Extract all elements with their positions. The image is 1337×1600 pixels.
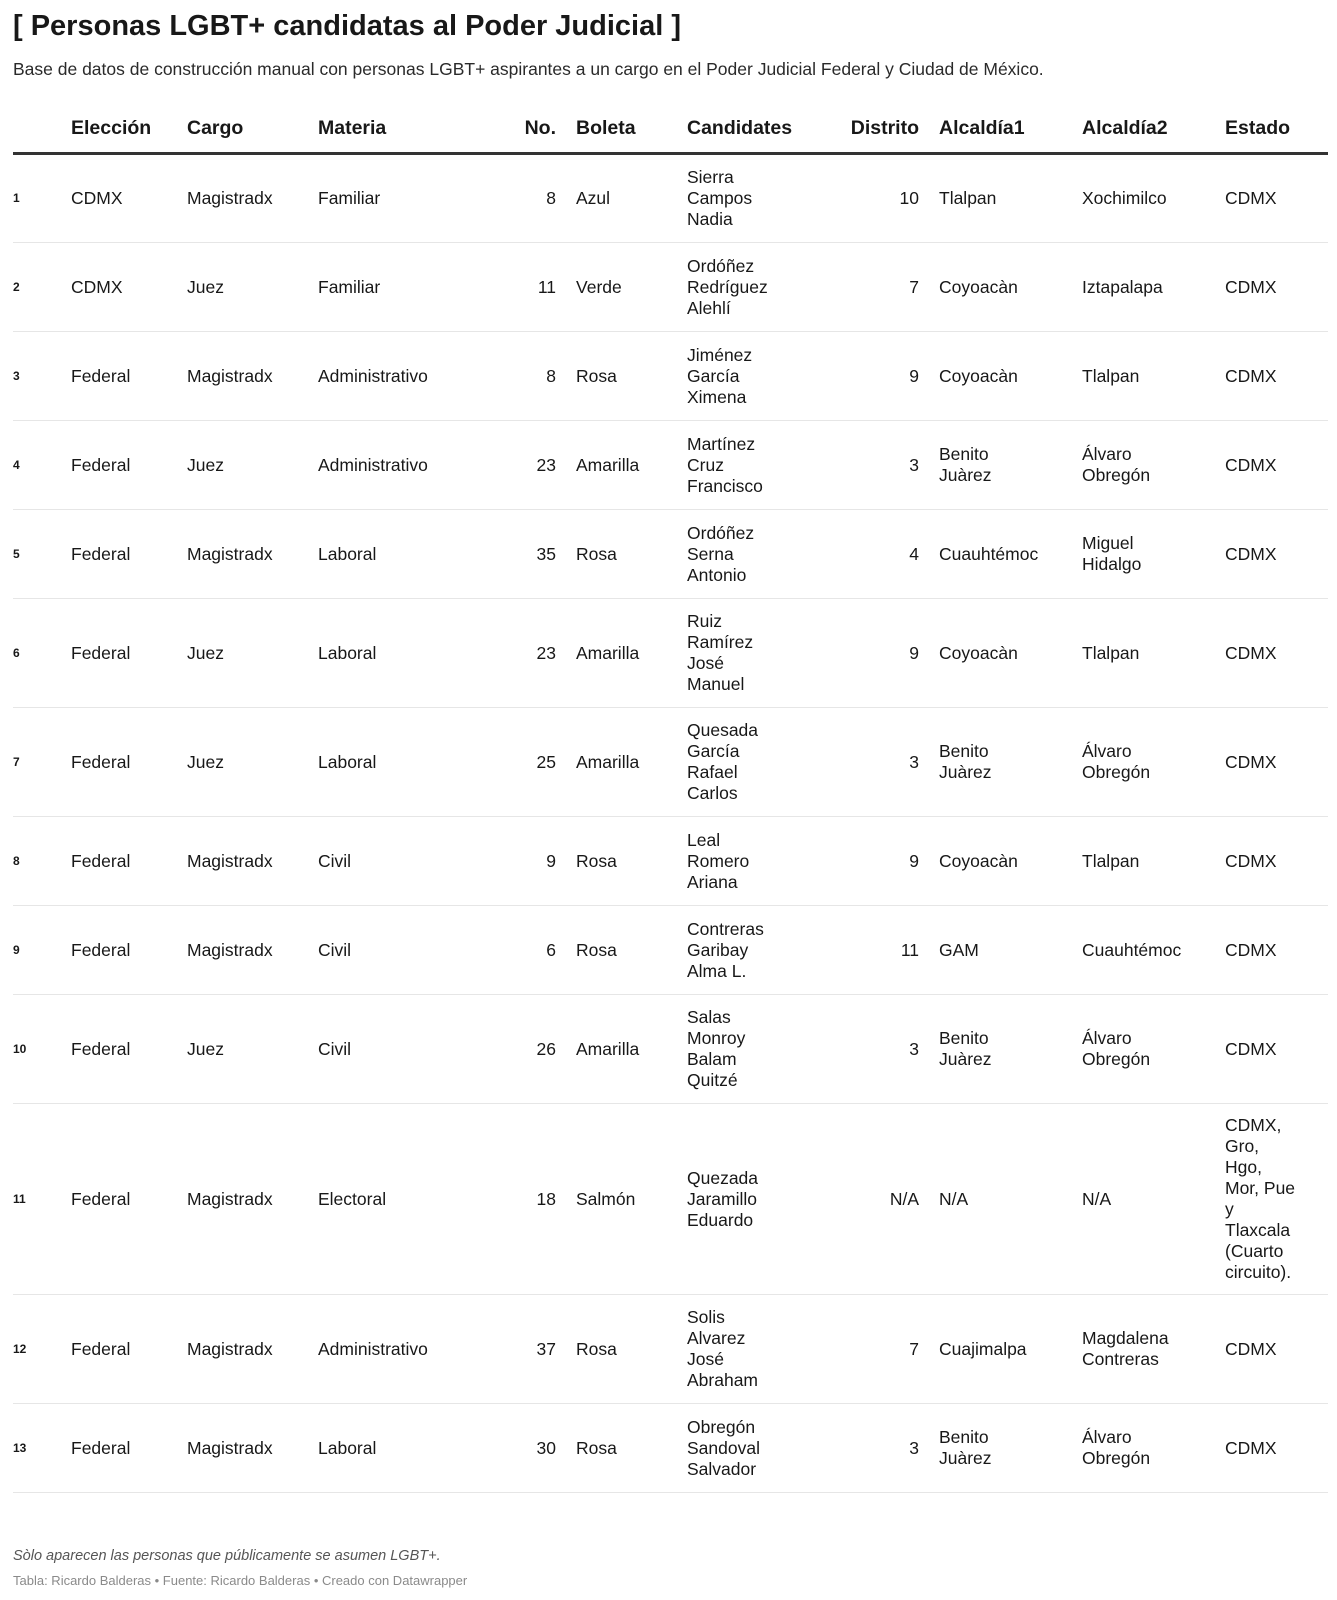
table-footer: Tabla: Ricardo Balderas • Fuente: Ricardo Balderas • Creado con Datawrapper — [13, 1573, 468, 1588]
column-header-estado[interactable]: Estado — [1225, 104, 1328, 154]
cell-candidates: Ordóñez Redríguez Alehlí — [687, 243, 817, 332]
cell-estado: CDMX — [1225, 1295, 1328, 1404]
cell-alcaldia2: N/A — [1082, 1104, 1225, 1295]
cell-boleta: Verde — [576, 243, 687, 332]
cell-estado: CDMX — [1225, 243, 1328, 332]
cell-alcaldia1: Coyoacàn — [939, 243, 1082, 332]
cell-cargo: Juez — [187, 995, 318, 1104]
cell-distrito: 11 — [817, 906, 939, 995]
cell-alcaldia1: GAM — [939, 906, 1082, 995]
cell-materia: Administrativo — [318, 1295, 468, 1404]
cell-no: 18 — [468, 1104, 576, 1295]
cell-alcaldia1: Benito Juàrez — [939, 995, 1082, 1104]
cell-boleta: Amarilla — [576, 421, 687, 510]
cell-estado: CDMX — [1225, 708, 1328, 817]
cell-alcaldia2: Tlalpan — [1082, 599, 1225, 708]
cell-candidates: Quezada Jaramillo Eduardo — [687, 1104, 817, 1295]
row-index: 10 — [13, 995, 71, 1104]
row-index: 8 — [13, 817, 71, 906]
table-row — [13, 332, 1328, 421]
row-index: 6 — [13, 599, 71, 708]
cell-distrito: 9 — [817, 817, 939, 906]
cell-estado: CDMX — [1225, 1404, 1328, 1493]
cell-distrito: 9 — [817, 599, 939, 708]
cell-alcaldia2: Álvaro Obregón — [1082, 1404, 1225, 1493]
cell-materia: Administrativo — [318, 332, 468, 421]
cell-distrito: 4 — [817, 510, 939, 599]
cell-no: 23 — [468, 421, 576, 510]
row-index: 9 — [13, 906, 71, 995]
table-row — [13, 1104, 1328, 1295]
cell-no: 8 — [468, 154, 576, 243]
table-row — [13, 243, 1328, 332]
cell-materia: Civil — [318, 906, 468, 995]
cell-alcaldia2: Tlalpan — [1082, 332, 1225, 421]
cell-boleta: Rosa — [576, 1404, 687, 1493]
cell-materia: Laboral — [318, 510, 468, 599]
cell-eleccion: Federal — [71, 510, 187, 599]
row-index: 12 — [13, 1295, 71, 1404]
table-row — [13, 421, 1328, 510]
row-index: 13 — [13, 1404, 71, 1493]
cell-boleta: Rosa — [576, 332, 687, 421]
cell-candidates: Martínez Cruz Francisco — [687, 421, 817, 510]
cell-cargo: Magistradx — [187, 510, 318, 599]
cell-eleccion: Federal — [71, 421, 187, 510]
cell-distrito: 10 — [817, 154, 939, 243]
cell-candidates: Ruiz Ramírez José Manuel — [687, 599, 817, 708]
cell-eleccion: Federal — [71, 1295, 187, 1404]
cell-eleccion: Federal — [71, 1404, 187, 1493]
cell-materia: Familiar — [318, 154, 468, 243]
cell-alcaldia1: Tlalpan — [939, 154, 1082, 243]
table-row — [13, 510, 1328, 599]
table-subtitle: Base de datos de construcción manual con personas LGBT+ aspirantes a un cargo en el Poder Judicial Federal y Ciudad de México. — [13, 59, 1044, 79]
cell-alcaldia2: Tlalpan — [1082, 817, 1225, 906]
cell-estado: CDMX — [1225, 599, 1328, 708]
cell-candidates: Jiménez García Ximena — [687, 332, 817, 421]
cell-materia: Administrativo — [318, 421, 468, 510]
cell-distrito: 3 — [817, 995, 939, 1104]
cell-cargo: Juez — [187, 421, 318, 510]
cell-no: 9 — [468, 817, 576, 906]
cell-no: 30 — [468, 1404, 576, 1493]
cell-candidates: Solis Alvarez José Abraham — [687, 1295, 817, 1404]
cell-no: 26 — [468, 995, 576, 1104]
cell-materia: Familiar — [318, 243, 468, 332]
cell-eleccion: CDMX — [71, 154, 187, 243]
cell-no: 6 — [468, 906, 576, 995]
cell-boleta: Rosa — [576, 817, 687, 906]
cell-estado: CDMX — [1225, 906, 1328, 995]
column-header-distrito[interactable]: Distrito — [817, 104, 939, 154]
cell-materia: Laboral — [318, 708, 468, 817]
cell-cargo: Magistradx — [187, 817, 318, 906]
row-index: 11 — [13, 1104, 71, 1295]
cell-cargo: Magistradx — [187, 1104, 318, 1295]
cell-eleccion: Federal — [71, 817, 187, 906]
cell-alcaldia1: Cuajimalpa — [939, 1295, 1082, 1404]
cell-cargo: Juez — [187, 599, 318, 708]
cell-alcaldia2: Álvaro Obregón — [1082, 708, 1225, 817]
cell-no: 25 — [468, 708, 576, 817]
cell-boleta: Rosa — [576, 906, 687, 995]
cell-boleta: Rosa — [576, 1295, 687, 1404]
cell-distrito: 9 — [817, 332, 939, 421]
table-row — [13, 708, 1328, 817]
cell-estado: CDMX, Gro, Hgo, Mor, Pue y Tlaxcala (Cuarto circuito). — [1225, 1104, 1328, 1295]
row-index: 3 — [13, 332, 71, 421]
cell-candidates: Sierra Campos Nadia — [687, 154, 817, 243]
cell-materia: Civil — [318, 995, 468, 1104]
cell-cargo: Magistradx — [187, 1404, 318, 1493]
cell-materia: Electoral — [318, 1104, 468, 1295]
table-row — [13, 1404, 1328, 1493]
table-row — [13, 817, 1328, 906]
cell-alcaldia2: Magdalena Contreras — [1082, 1295, 1225, 1404]
table-header-row — [13, 104, 1328, 154]
cell-eleccion: Federal — [71, 332, 187, 421]
column-header-candidates[interactable]: Candidates — [687, 104, 817, 154]
cell-boleta: Rosa — [576, 510, 687, 599]
row-index: 5 — [13, 510, 71, 599]
cell-eleccion: Federal — [71, 1104, 187, 1295]
table-title: [ Personas LGBT+ candidatas al Poder Judicial ] — [13, 10, 682, 42]
cell-estado: CDMX — [1225, 332, 1328, 421]
cell-alcaldia1: Cuauhtémoc — [939, 510, 1082, 599]
column-header-materia[interactable]: Materia — [318, 104, 468, 154]
cell-candidates: Leal Romero Ariana — [687, 817, 817, 906]
cell-candidates: Obregón Sandoval Salvador — [687, 1404, 817, 1493]
cell-boleta: Azul — [576, 154, 687, 243]
table-body — [13, 154, 1328, 1493]
cell-no: 11 — [468, 243, 576, 332]
cell-materia: Civil — [318, 817, 468, 906]
table-row — [13, 154, 1328, 243]
cell-alcaldia1: Benito Juàrez — [939, 421, 1082, 510]
column-header-cargo[interactable]: Cargo — [187, 104, 318, 154]
cell-distrito: N/A — [817, 1104, 939, 1295]
cell-boleta: Amarilla — [576, 995, 687, 1104]
cell-candidates: Salas Monroy Balam Quitzé — [687, 995, 817, 1104]
cell-distrito: 3 — [817, 708, 939, 817]
cell-cargo: Magistradx — [187, 906, 318, 995]
cell-no: 23 — [468, 599, 576, 708]
row-index: 7 — [13, 708, 71, 817]
cell-alcaldia2: Miguel Hidalgo — [1082, 510, 1225, 599]
table-row — [13, 1295, 1328, 1404]
cell-cargo: Magistradx — [187, 154, 318, 243]
column-header-alcaldia2[interactable]: Alcaldía2 — [1082, 104, 1225, 154]
cell-alcaldia2: Cuauhtémoc — [1082, 906, 1225, 995]
cell-eleccion: Federal — [71, 995, 187, 1104]
cell-distrito: 3 — [817, 1404, 939, 1493]
cell-candidates: Ordóñez Serna Antonio — [687, 510, 817, 599]
cell-boleta: Amarilla — [576, 599, 687, 708]
table-row — [13, 995, 1328, 1104]
cell-materia: Laboral — [318, 1404, 468, 1493]
cell-alcaldia1: Benito Juàrez — [939, 708, 1082, 817]
cell-alcaldia1: Coyoacàn — [939, 332, 1082, 421]
cell-cargo: Magistradx — [187, 332, 318, 421]
cell-materia: Laboral — [318, 599, 468, 708]
cell-eleccion: Federal — [71, 599, 187, 708]
cell-candidates: Quesada García Rafael Carlos — [687, 708, 817, 817]
cell-boleta: Amarilla — [576, 708, 687, 817]
cell-estado: CDMX — [1225, 995, 1328, 1104]
cell-estado: CDMX — [1225, 817, 1328, 906]
cell-cargo: Juez — [187, 708, 318, 817]
row-index: 4 — [13, 421, 71, 510]
cell-alcaldia2: Álvaro Obregón — [1082, 995, 1225, 1104]
cell-estado: CDMX — [1225, 421, 1328, 510]
cell-alcaldia2: Iztapalapa — [1082, 243, 1225, 332]
table-row — [13, 906, 1328, 995]
candidates-table — [13, 104, 1328, 1493]
cell-distrito: 7 — [817, 1295, 939, 1404]
cell-boleta: Salmón — [576, 1104, 687, 1295]
cell-cargo: Juez — [187, 243, 318, 332]
column-header-boleta[interactable]: Boleta — [576, 104, 687, 154]
table-row — [13, 599, 1328, 708]
column-header-eleccion[interactable]: Elección — [71, 104, 187, 154]
cell-no: 35 — [468, 510, 576, 599]
column-header-index[interactable] — [13, 104, 71, 154]
cell-candidates: Contreras Garibay Alma L. — [687, 906, 817, 995]
column-header-alcaldia1[interactable]: Alcaldía1 — [939, 104, 1082, 154]
cell-distrito: 7 — [817, 243, 939, 332]
row-index: 1 — [13, 154, 71, 243]
cell-alcaldia2: Álvaro Obregón — [1082, 421, 1225, 510]
row-index: 2 — [13, 243, 71, 332]
cell-alcaldia1: Coyoacàn — [939, 599, 1082, 708]
cell-alcaldia1: Coyoacàn — [939, 817, 1082, 906]
cell-cargo: Magistradx — [187, 1295, 318, 1404]
cell-estado: CDMX — [1225, 154, 1328, 243]
table-note: Sòlo aparecen las personas que públicamente se asumen LGBT+. — [13, 1548, 441, 1564]
cell-no: 8 — [468, 332, 576, 421]
cell-estado: CDMX — [1225, 510, 1328, 599]
cell-eleccion: Federal — [71, 906, 187, 995]
cell-eleccion: CDMX — [71, 243, 187, 332]
cell-alcaldia1: Benito Juàrez — [939, 1404, 1082, 1493]
column-header-no[interactable]: No. — [468, 104, 576, 154]
cell-alcaldia1: N/A — [939, 1104, 1082, 1295]
cell-alcaldia2: Xochimilco — [1082, 154, 1225, 243]
cell-no: 37 — [468, 1295, 576, 1404]
cell-eleccion: Federal — [71, 708, 187, 817]
cell-distrito: 3 — [817, 421, 939, 510]
